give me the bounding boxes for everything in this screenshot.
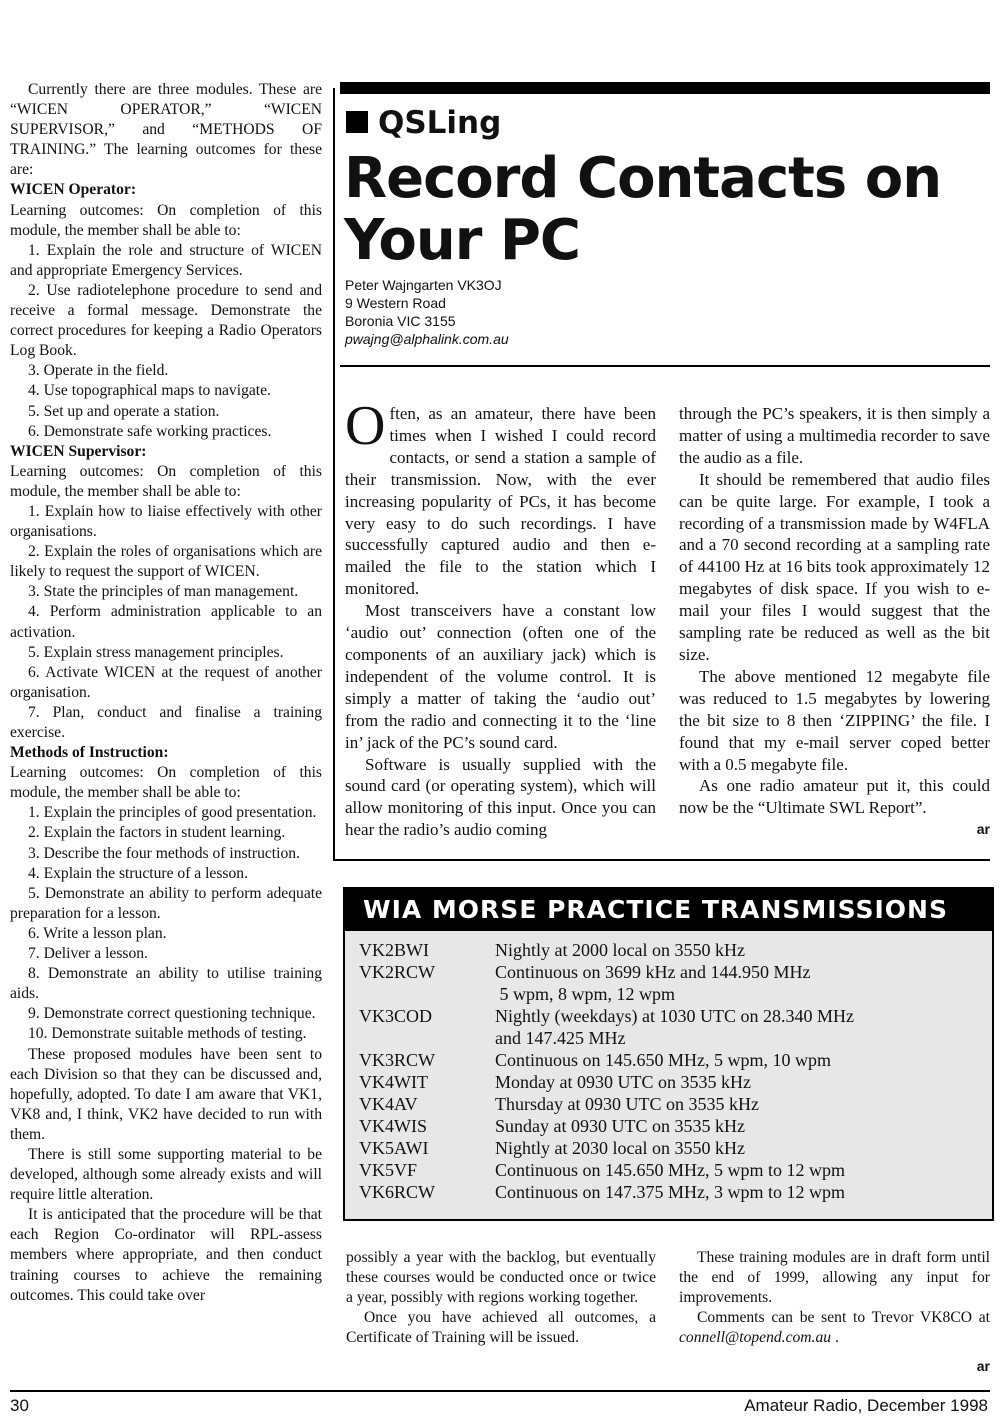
- article-paragraph: The above mentioned 12 megabyte file was reduced to 1.5 megabytes by lowering the bit size to 8 then ‘ZIPPING’ the file. I found that my e-mail server coped better with a 0.5 megabyte file.: [679, 666, 990, 774]
- list-item: 6. Demonstrate safe working practices.: [28, 422, 272, 440]
- list-item: 5. Set up and operate a station.: [28, 402, 220, 420]
- column-divider-vertical: [333, 88, 335, 860]
- list-item: 1. Explain the role and structure of WICEN and appropriate Emergency Services.: [10, 241, 322, 279]
- article-bottom-rule: [333, 859, 990, 861]
- table-row: [359, 1159, 854, 1181]
- operator-outcomes: [10, 241, 322, 442]
- article-paragraph: As one radio amateur put it, this could now be the “Ultimate SWL Report”.: [679, 776, 990, 818]
- operator-lead: Learning outcomes: On completion of this module, the member shall be able to:: [10, 201, 322, 239]
- callsign: VK5AWI: [359, 1138, 429, 1158]
- article-paragraph: Software is usually supplied with the sound card (or operating system), which will allow monitoring of this input. Once you can hear the radio’s audio coming: [345, 754, 656, 840]
- callsign: VK3RCW: [359, 1050, 435, 1070]
- author-name: Peter Wajngarten VK3OJ: [345, 277, 502, 293]
- list-item: 1. Explain how to liaise effectively with other organisations.: [10, 502, 322, 541]
- continued-column-2: [679, 1248, 990, 1377]
- comments-text: Comments can be sent to Trevor VK8CO at: [697, 1309, 990, 1327]
- continued-paragraph: Once you have achieved all outcomes, a Certificate of Training will be issued.: [346, 1309, 656, 1347]
- article-paragraph: Most transceivers have a constant low ‘audio out’ connection (often one of the components of an auxiliary jack) which is independent of the volume control. It is simply a matter of taking the ‘audio out’ from the radio and connecting it to the ‘line in’ jack of the PC’s sound card.: [345, 601, 656, 752]
- square-bullet-icon: [346, 111, 368, 133]
- supervisor-lead: Learning outcomes: On completion of this module, the member shall be able to:: [10, 462, 322, 500]
- table-row: [359, 1137, 854, 1159]
- schedule: Sunday at 0930 UTC on 3535 kHz: [495, 1116, 745, 1136]
- contact-email: connell@topend.com.au: [679, 1329, 832, 1347]
- author-byline: [345, 276, 509, 348]
- list-item: 3. State the principles of man management.: [28, 583, 299, 601]
- morse-box-title: WIA MORSE PRACTICE TRANSMISSIONS: [345, 889, 992, 931]
- morse-practice-box: [343, 887, 994, 1221]
- publication-line: Amateur Radio, December 1998: [744, 1396, 988, 1415]
- article-paragraph: It should be remembered that audio files can be quite large. For example, I took a recording of a transmission made by W4FLA and a 70 second recording at a sampling rate of 44100 Hz at 16 bits took approximately 12 megabytes of disk space. If you wish to e-mail your files I would suggest that the sampling rate be reduced as well as the bit size.: [679, 469, 990, 664]
- table-row: [359, 939, 854, 961]
- list-item: 8. Demonstrate an ability to utilise training aids.: [10, 965, 322, 1003]
- continued-column-1: [346, 1248, 656, 1348]
- instruction-outcomes: [10, 803, 322, 1044]
- list-item: 4. Perform administration applicable to an activation.: [10, 603, 322, 641]
- closing-paragraph: It is anticipated that the procedure will be that each Region Co-ordinator will RPL-assess members where appropriate, and then conduct training courses to achieve the remaining outcomes. This could take over: [10, 1206, 322, 1304]
- list-item: 5. Explain stress management principles.: [28, 643, 284, 661]
- table-row: [359, 1049, 854, 1071]
- callsign: VK4WIT: [359, 1072, 428, 1092]
- list-item: 2. Explain the factors in student learning.: [28, 824, 286, 842]
- callsign: VK4AV: [359, 1094, 418, 1114]
- byline-rule: [340, 365, 990, 367]
- list-item: 10. Demonstrate suitable methods of testing.: [28, 1025, 307, 1043]
- article-paragraph: through the PC’s speakers, it is then simply a matter of using a multimedia recorder to save the audio as a file.: [679, 404, 990, 467]
- list-item: 3. Operate in the field.: [28, 362, 169, 380]
- list-item: 3. Describe the four methods of instruction.: [28, 844, 300, 862]
- schedule: Continuous on 3699 kHz and 144.950 MHz: [495, 962, 811, 982]
- table-row: [359, 1093, 854, 1115]
- section-label: [346, 104, 501, 142]
- schedule: Continuous on 145.650 MHz, 5 wpm to 12 wpm: [495, 1160, 846, 1180]
- list-item: 2. Use radiotelephone procedure to send and receive a formal message. Demonstrate the correct procedures for keeping a Radio Operators Log Book.: [10, 281, 322, 360]
- footer-rule: [10, 1390, 990, 1392]
- closing-paragraph: There is still some supporting material to be developed, although some already exists and will require little alteration.: [10, 1145, 322, 1204]
- closing-paragraph: These proposed modules have been sent to each Division so that they can be discussed and, hopefully, adopted. To date I am aware that VK1, VK8 and, I think, VK2 have decided to run with them.: [10, 1045, 322, 1143]
- schedule: Continuous on 147.375 MHz, 3 wpm to 12 wpm: [495, 1182, 846, 1202]
- supervisor-heading: WICEN Supervisor:: [10, 442, 147, 460]
- schedule-continued: 5 wpm, 8 wpm, 12 wpm: [495, 984, 675, 1004]
- list-item: 9. Demonstrate correct questioning technique.: [28, 1005, 316, 1023]
- left-column: [10, 80, 322, 1306]
- page-number: 30: [10, 1396, 29, 1415]
- intro-paragraph: Currently there are three modules. These are “WICEN OPERATOR,” “WICEN SUPERVISOR,” and “METHODS OF TRAINING.” The learning outcomes for these are:: [10, 81, 322, 179]
- article-column-1: [345, 395, 656, 841]
- schedule: Nightly at 2000 local on 3550 kHz: [495, 940, 745, 960]
- article-column-2: [679, 403, 990, 841]
- schedule: Monday at 0930 UTC on 3535 kHz: [495, 1072, 751, 1092]
- list-item: 2. Explain the roles of organisations which are likely to request the support of WICEN.: [10, 543, 322, 581]
- instruction-lead: Learning outcomes: On completion of this module, the member shall be able to:: [10, 764, 322, 802]
- schedule: Nightly (weekdays) at 1030 UTC on 28.340 MHz: [495, 1006, 854, 1026]
- list-item: 6. Activate WICEN at the request of another organisation.: [10, 663, 322, 701]
- continued-paragraph: These training modules are in draft form until the end of 1999, allowing any input for improvements.: [679, 1249, 990, 1307]
- supervisor-outcomes: [10, 502, 322, 743]
- table-row: [359, 1027, 854, 1049]
- instruction-heading: Methods of Instruction:: [10, 744, 169, 762]
- list-item: 4. Explain the structure of a lesson.: [28, 864, 248, 882]
- author-email: pwajng@alphalink.com.au: [345, 331, 509, 347]
- schedule-continued: and 147.425 MHz: [495, 1028, 626, 1048]
- section-name: QSLing: [378, 105, 502, 141]
- callsign: VK3COD: [359, 1006, 433, 1026]
- table-row: [359, 983, 854, 1005]
- table-row: [359, 1005, 854, 1027]
- list-item: 4. Use topographical maps to navigate.: [28, 382, 271, 400]
- continued-paragraph: possibly a year with the backlog, but eventually these courses would be conducted once or twice a year, possibly with regions working together.: [346, 1249, 656, 1307]
- table-row: [359, 1071, 854, 1093]
- table-row: [359, 1115, 854, 1137]
- morse-schedule-table: [359, 939, 854, 1203]
- callsign: VK6RCW: [359, 1182, 435, 1202]
- list-item: 1. Explain the principles of good presentation.: [28, 804, 317, 822]
- callsign: VK2BWI: [359, 940, 429, 960]
- end-mark: ar: [976, 1358, 990, 1375]
- schedule: Nightly at 2030 local on 3550 kHz: [495, 1138, 745, 1158]
- table-row: [359, 1181, 854, 1203]
- callsign: VK2RCW: [359, 962, 435, 982]
- schedule: Thursday at 0930 UTC on 3535 kHz: [495, 1094, 759, 1114]
- first-paragraph-text: ften, as an amateur, there have been times when I wished I could record contacts, or send a station a sample of their transmission. Now, with the ever increasing popularity of PCs, it has become very easy to do such recordings. I have successfully captured audio and then e-mailed the file to the station which I monitored.: [345, 404, 656, 599]
- article-top-bar: [340, 82, 990, 94]
- end-mark: ar: [976, 821, 990, 838]
- callsign: VK4WIS: [359, 1116, 427, 1136]
- table-row: [359, 961, 854, 983]
- author-city: Boronia VIC 3155: [345, 313, 456, 329]
- author-street: 9 Western Road: [345, 295, 446, 311]
- list-item: 5. Demonstrate an ability to perform adequate preparation for a lesson.: [10, 884, 322, 922]
- comments-end: .: [831, 1329, 839, 1347]
- list-item: 7. Plan, conduct and finalise a training exercise.: [10, 703, 322, 741]
- article-paragraph: [345, 395, 656, 600]
- schedule: Continuous on 145.650 MHz, 5 wpm, 10 wpm: [495, 1050, 832, 1070]
- list-item: 7. Deliver a lesson.: [28, 945, 148, 963]
- article-title: Record Contacts on Your PC: [344, 146, 942, 273]
- operator-heading: WICEN Operator:: [10, 181, 137, 199]
- callsign: VK5VF: [359, 1160, 418, 1180]
- list-item: 6. Write a lesson plan.: [28, 924, 167, 942]
- drop-cap: O: [345, 395, 386, 457]
- continued-paragraph: [679, 1308, 990, 1348]
